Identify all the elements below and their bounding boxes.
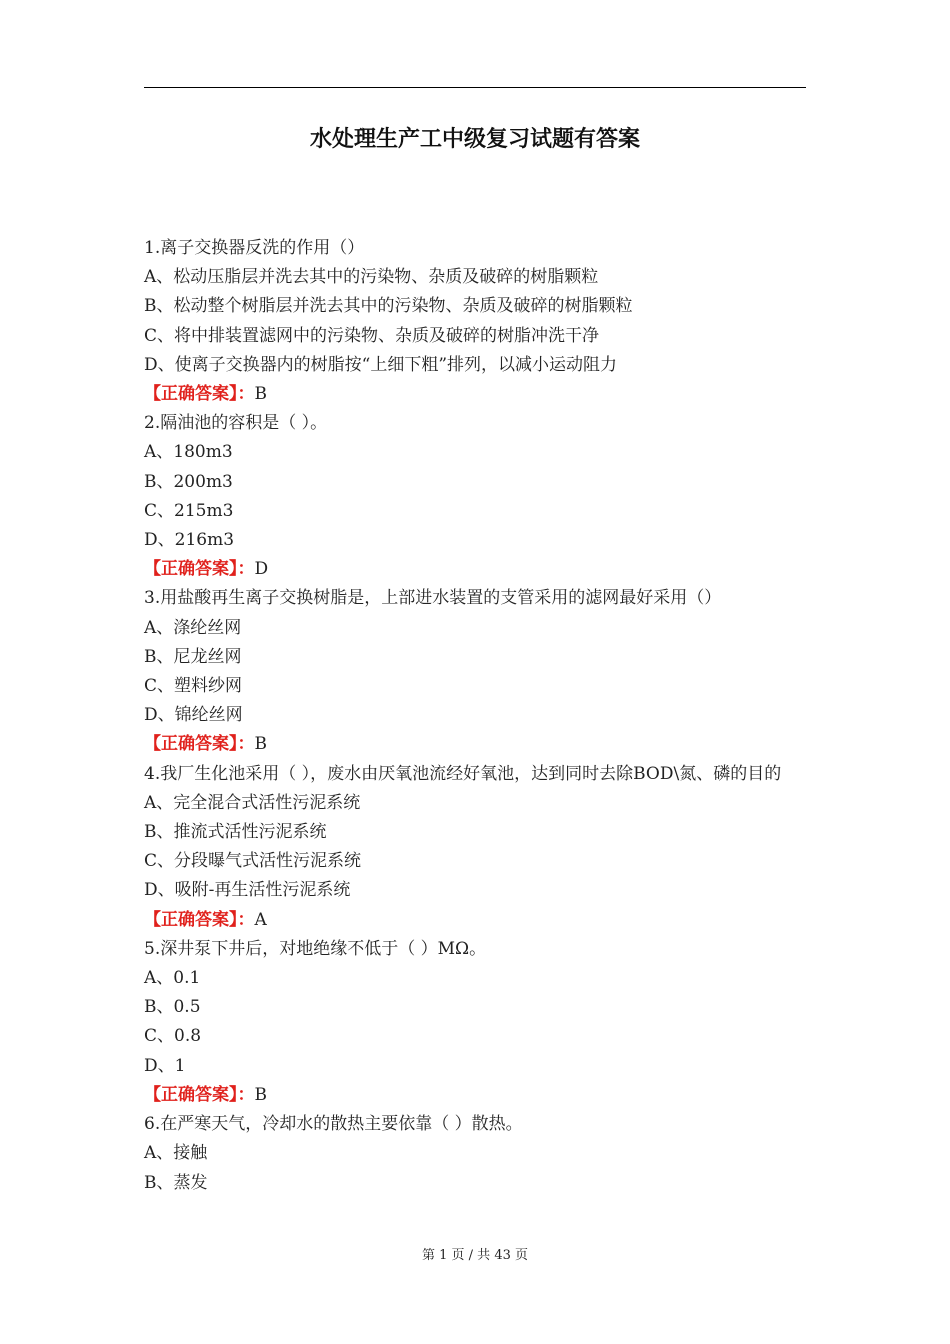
answer-value: B bbox=[254, 734, 267, 755]
question-option: C、0.8 bbox=[144, 1026, 202, 1047]
answer-value: B bbox=[254, 384, 267, 405]
question-stem: 1.离子交换器反洗的作用（） bbox=[144, 238, 365, 258]
question-stem: 4.我厂生化池采用（ ），废水由厌氧池流经好氧池，达到同时去除BOD\氮、磷的目的 bbox=[144, 763, 782, 784]
question-option: B、推流式活性污泥系统 bbox=[144, 822, 327, 843]
correct-answer bbox=[144, 730, 804, 759]
question-option: C、将中排装置滤网中的污染物、杂质及破碎的树脂冲洗干净 bbox=[144, 325, 600, 346]
answer-value: B bbox=[254, 1084, 267, 1105]
answer-label: 【正确答案】： bbox=[144, 559, 255, 580]
question-option: A、0.1 bbox=[144, 968, 201, 989]
answer-label: 【正确答案】： bbox=[144, 1084, 255, 1105]
page-footer: 第 1 页 / 共 43 页 bbox=[422, 1248, 528, 1263]
answer-label: 【正确答案】： bbox=[144, 909, 255, 930]
question-option: D、吸附-再生活性污泥系统 bbox=[144, 880, 351, 901]
question-stem: 2.隔油池的容积是（ ）。 bbox=[144, 413, 328, 434]
answer-label: 【正确答案】： bbox=[144, 734, 255, 755]
question-option: D、216m3 bbox=[144, 530, 235, 551]
document-title: 水处理生产工中级复习试题有答案 bbox=[309, 127, 640, 152]
question-option: C、塑料纱网 bbox=[144, 676, 243, 697]
question-option: A、涤纶丝网 bbox=[144, 617, 242, 638]
question-option: A、180m3 bbox=[144, 442, 233, 463]
question-stem: 5.深井泵下井后，对地绝缘不低于（ ）MΩ。 bbox=[144, 938, 487, 959]
question-option: A、接触 bbox=[144, 1143, 208, 1164]
correct-answer bbox=[144, 555, 804, 584]
question-option: B、0.5 bbox=[144, 997, 201, 1018]
header-rule bbox=[144, 87, 806, 88]
question-list bbox=[144, 234, 804, 1198]
question-option: D、使离子交换器内的树脂按“上细下粗”排列，以减小运动阻力 bbox=[144, 354, 618, 375]
question-option: D、1 bbox=[144, 1055, 186, 1076]
question-option: D、锦纶丝网 bbox=[144, 705, 243, 726]
question-option: B、尼龙丝网 bbox=[144, 646, 242, 667]
question-stem: 6.在严寒天气，冷却水的散热主要依靠（ ）散热。 bbox=[144, 1114, 523, 1135]
question-option: B、200m3 bbox=[144, 471, 233, 492]
question-option: C、分段曝气式活性污泥系统 bbox=[144, 851, 362, 872]
correct-answer bbox=[144, 906, 804, 935]
question-option: A、松动压脂层并洗去其中的污染物、杂质及破碎的树脂颗粒 bbox=[144, 267, 599, 288]
question-stem: 3.用盐酸再生离子交换树脂是，上部进水装置的支管采用的滤网最好采用（） bbox=[144, 588, 722, 609]
question-option: B、蒸发 bbox=[144, 1172, 208, 1193]
question-option: C、215m3 bbox=[144, 500, 234, 521]
correct-answer bbox=[144, 380, 804, 409]
answer-value: D bbox=[254, 559, 269, 580]
answer-label: 【正确答案】： bbox=[144, 384, 255, 405]
question-option: B、松动整个树脂层并洗去其中的污染物、杂质及破碎的树脂颗粒 bbox=[144, 296, 633, 317]
correct-answer bbox=[144, 1081, 804, 1110]
answer-value: A bbox=[254, 909, 267, 930]
question-option: A、完全混合式活性污泥系统 bbox=[144, 792, 361, 813]
